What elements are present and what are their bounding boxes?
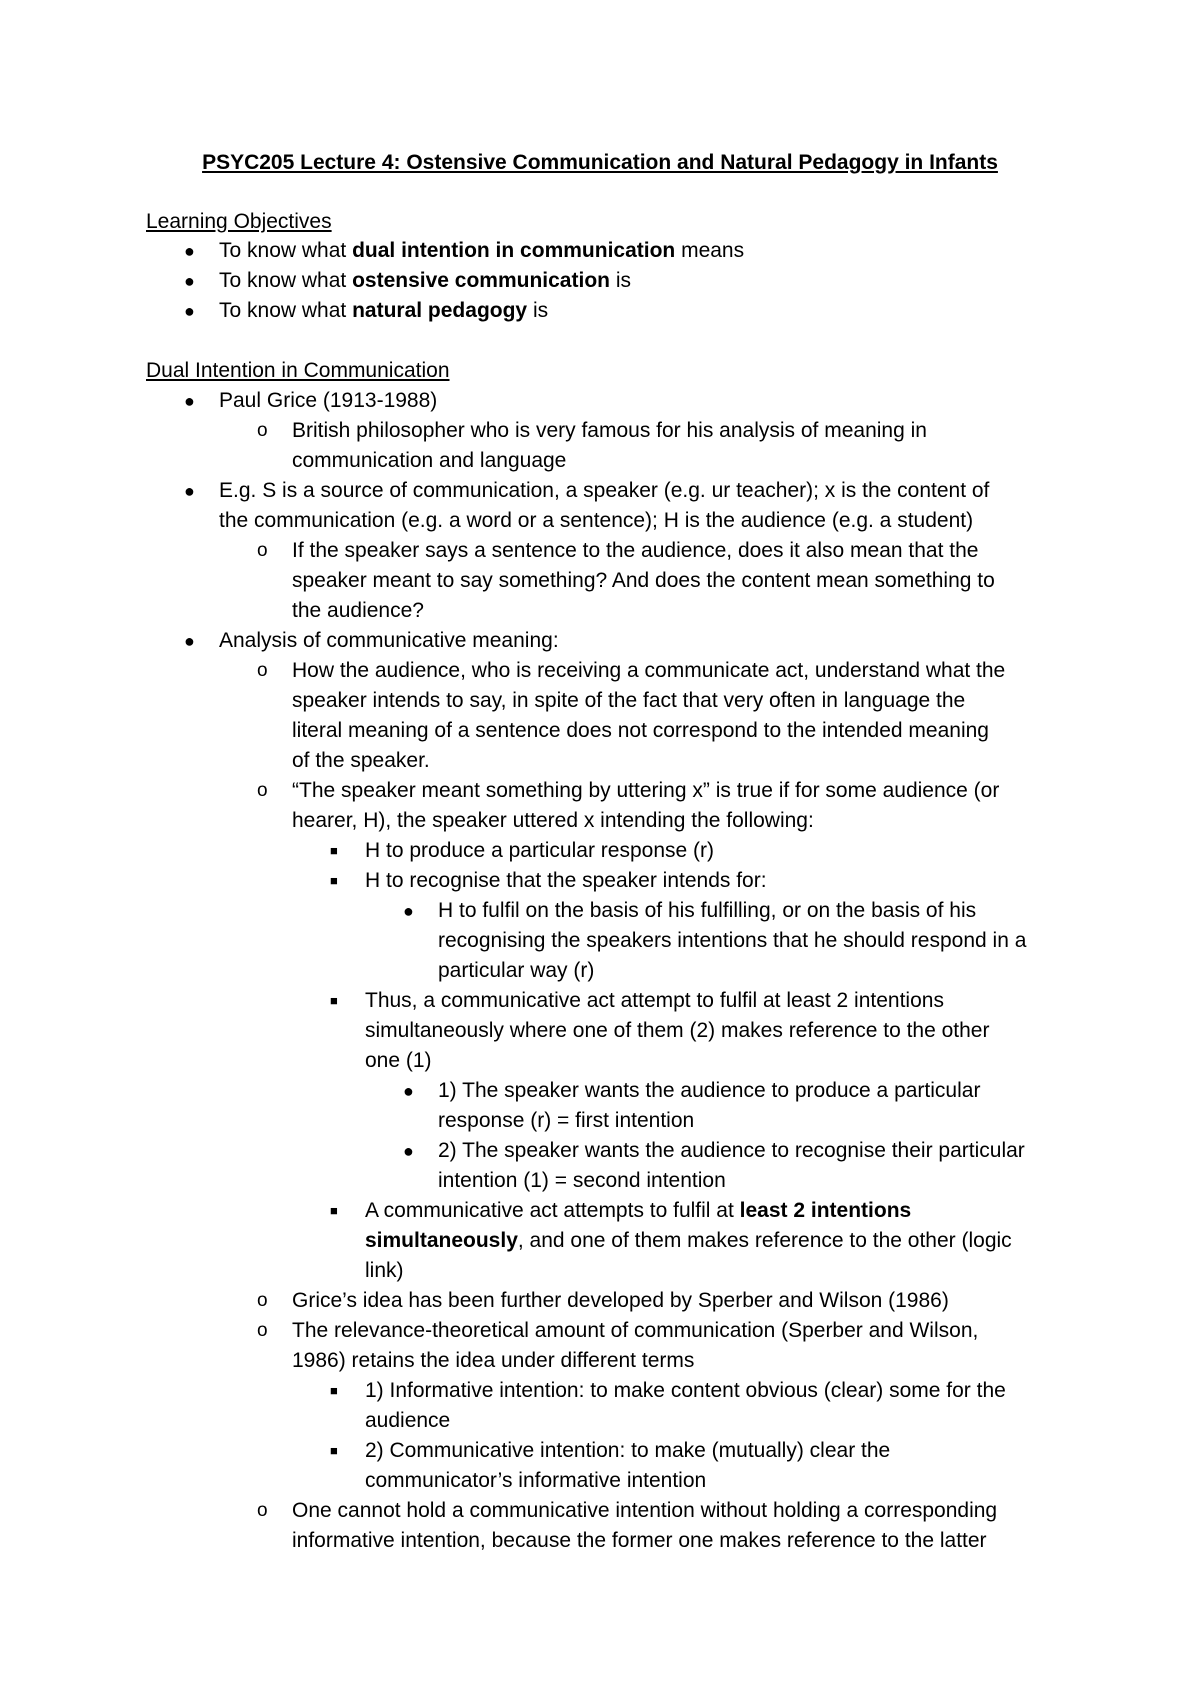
bullet-marker: ■ [330,1443,338,1458]
list-item-continuation: particular way (r) [438,959,595,982]
bullet-marker: ● [184,391,195,411]
list-item: ■ H to recognise that the speaker intends for: [0,866,1200,896]
list-item-continuation: simultaneously where one of them (2) makes reference to the other [365,1019,990,1042]
list-item-continuation: of the speaker. [292,749,430,772]
list-item-continuation: communicator’s informative intention [365,1469,707,1492]
list-item-continuation: speaker intends to say, in spite of the fact that very often in language the [292,689,966,712]
list-item: ■ Thus, a communicative act attempt to fulfil at least 2 intentions [0,986,1200,1016]
list-item: ● E.g. S is a source of communication, a speaker (e.g. ur teacher); x is the content of [0,476,1200,506]
bullet-marker: ● [403,901,414,921]
bullet-marker: o [257,1500,268,1521]
list-item: ● To know what dual intention in communication means [0,236,1200,266]
bullet-marker: ● [403,1141,414,1161]
bullet-marker: o [257,1290,268,1311]
bullet-marker: ● [184,241,195,261]
list-item: o Grice’s idea has been further developed by Sperber and Wilson (1986) [0,1286,1200,1316]
bullet-marker: ■ [330,843,338,858]
bullet-marker: ● [184,271,195,291]
bullet-marker: o [257,540,268,561]
list-item-continuation: the communication (e.g. a word or a sentence); H is the audience (e.g. a student) [219,509,974,532]
bullet-marker: o [257,420,268,441]
list-item-continuation: the audience? [292,599,424,622]
list-item: ■ 1) Informative intention: to make content obvious (clear) some for the [0,1376,1200,1406]
list-item: ● Paul Grice (1913-1988) [0,386,1200,416]
list-item: o British philosopher who is very famous for his analysis of meaning in [0,416,1200,446]
bullet-marker: ● [403,1081,414,1101]
list-item: ● To know what ostensive communication is [0,266,1200,296]
bullet-marker: o [257,660,268,681]
list-item-continuation: 1986) retains the idea under different terms [292,1349,695,1372]
page-title: PSYC205 Lecture 4: Ostensive Communication and Natural Pedagogy in Infants [202,151,998,174]
list-item-continuation: speaker meant to say something? And does the content mean something to [292,569,995,592]
bullet-marker: ■ [330,1203,338,1218]
list-item-continuation: one (1) [365,1049,432,1072]
bullet-marker: ■ [330,873,338,888]
bullet-marker: ■ [330,1383,338,1398]
list-item: ■ 2) Communicative intention: to make (mutually) clear the [0,1436,1200,1466]
bullet-marker: ● [184,481,195,501]
bullet-marker: o [257,1320,268,1341]
list-item: o The relevance-theoretical amount of communication (Sperber and Wilson, [0,1316,1200,1346]
list-item-continuation: informative intention, because the former one makes reference to the latter [292,1529,987,1552]
list-item: o If the speaker says a sentence to the audience, does it also mean that the [0,536,1200,566]
bullet-marker: o [257,780,268,801]
section-heading-learning-objectives: Learning Objectives [146,210,332,233]
bullet-marker: ● [184,631,195,651]
bullet-marker: ■ [330,993,338,1008]
list-item-continuation: link) [365,1259,404,1282]
list-item: ● 2) The speaker wants the audience to recognise their particular [0,1136,1200,1166]
list-item: ● Analysis of communicative meaning: [0,626,1200,656]
list-item-continuation: hearer, H), the speaker uttered x intending the following: [292,809,814,832]
list-item: ■ H to produce a particular response (r) [0,836,1200,866]
list-item-continuation: recognising the speakers intentions that he should respond in a [438,929,1027,952]
list-item-continuation: audience [365,1409,451,1432]
list-item: ● 1) The speaker wants the audience to produce a particular [0,1076,1200,1106]
bullet-marker: ● [184,301,195,321]
section-heading-dual-intention: Dual Intention in Communication [146,359,450,382]
list-item-continuation: simultaneously, and one of them makes reference to the other (logic [365,1229,1012,1252]
list-item: o One cannot hold a communicative intention without holding a corresponding [0,1496,1200,1526]
list-item: ● To know what natural pedagogy is [0,296,1200,326]
list-item-continuation: communication and language [292,449,567,472]
list-item-continuation: response (r) = first intention [438,1109,695,1132]
list-item: ■ A communicative act attempts to fulfil at least 2 intentions [0,1196,1200,1226]
list-item-continuation: literal meaning of a sentence does not correspond to the intended meaning [292,719,989,742]
list-item: ● H to fulfil on the basis of his fulfilling, or on the basis of his [0,896,1200,926]
list-item: o “The speaker meant something by uttering x” is true if for some audience (or [0,776,1200,806]
list-item-continuation: intention (1) = second intention [438,1169,726,1192]
list-item: o How the audience, who is receiving a communicate act, understand what the [0,656,1200,686]
